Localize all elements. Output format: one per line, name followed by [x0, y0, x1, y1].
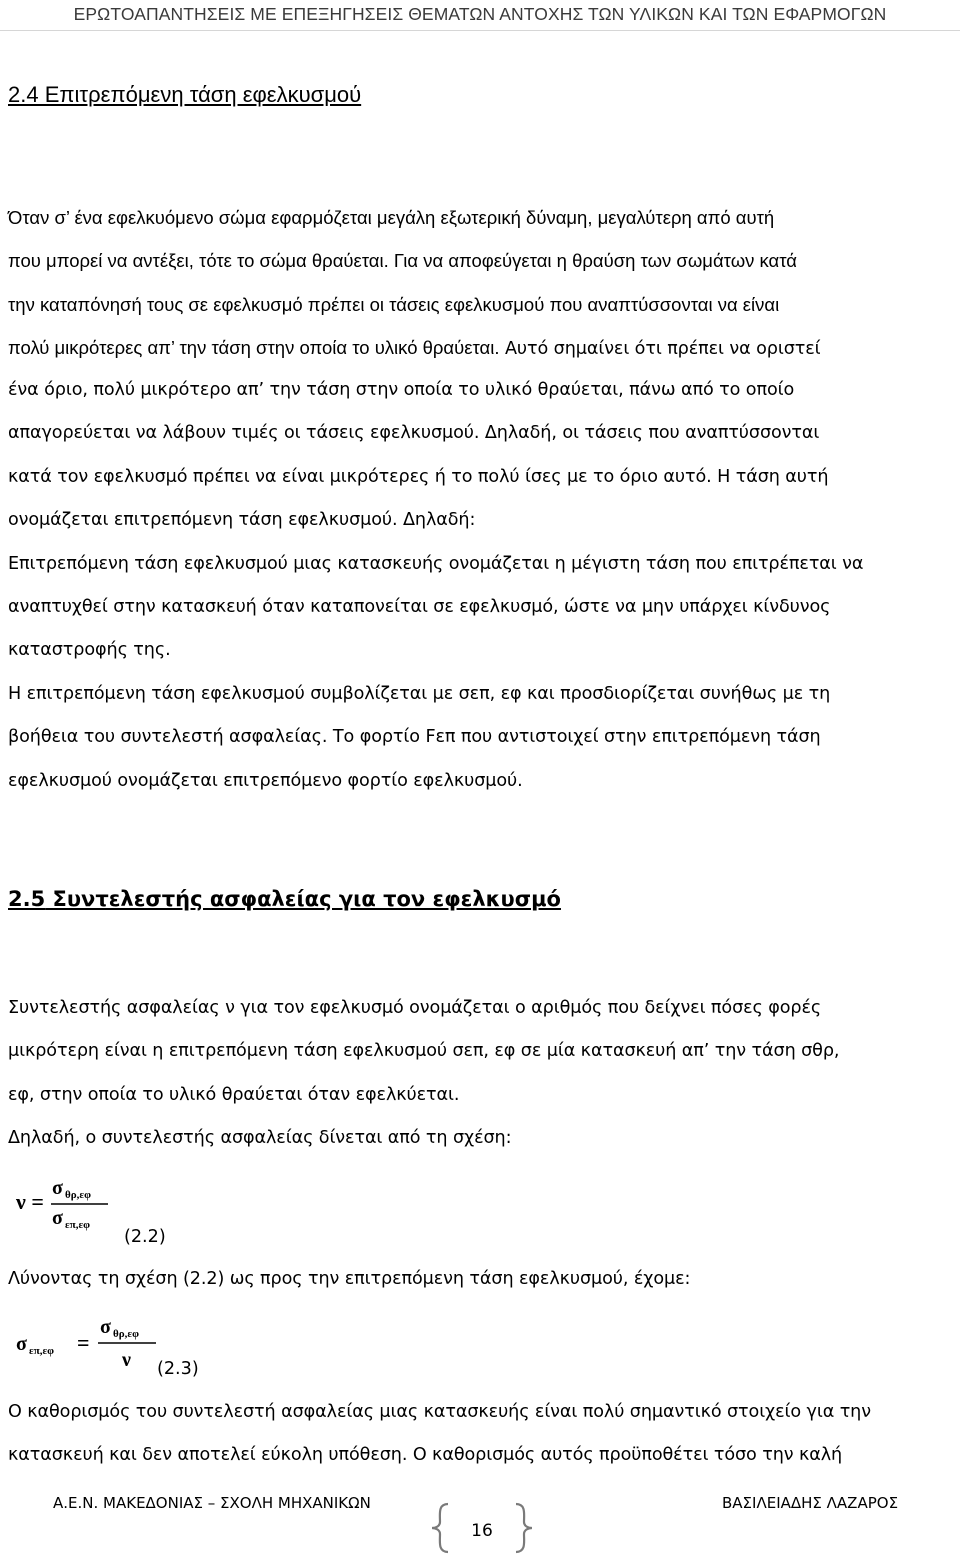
footer-institution: Α.Ε.Ν. ΜΑΚΕΔΟΝΙΑΣ – ΣΧΟΛΗ ΜΗΧΑΝΙΚΩΝ [53, 1494, 371, 1512]
section-2-4-paragraph-b [8, 369, 954, 803]
text-line: Συντελεστής ασφαλείας ν για τον εφελκυσμό ονομάζεται ο αριθμός που δείχνει πόσες φορές [8, 998, 822, 1018]
text-line: εφ, στην οποία το υλικό θραύεται όταν εφελκύεται. [8, 1084, 460, 1105]
section-2-4-heading: 2.4 Επιτρεπόμενη τάση εφελκυσμού [8, 82, 362, 107]
text-line: ένα όριο, πολύ μικρότερο απ’ την τάση στην οποία το υλικό θραύεται, πάνω από το οποίο [8, 380, 795, 400]
text-line: ονομάζεται επιτρεπόμενη τάση εφελκυσμού. Δηλαδή: [8, 510, 476, 531]
text-line: καταστροφής της. [8, 640, 171, 661]
text-run-arial: πολύ μικρότερες απ’ την τάση στην οποία το υλικό θραύεται. [8, 337, 500, 359]
formula-allowable-stress [14, 1312, 164, 1376]
text-line: μικρότερη είναι η επιτρεπόμενη τάση εφελκυσμού σεπ, εφ σε μία κατασκευή απ’ την τάση σθρ, [8, 1041, 840, 1062]
formula-numerator: σ [52, 1177, 63, 1199]
formula-lhs: σ [16, 1333, 27, 1355]
right-brace-icon [512, 1502, 536, 1554]
text-line: απαγορεύεται να λάβουν τιμές οι τάσεις εφελκυσμού. Δηλαδή, οι τάσεις που αναπτύσσονται [8, 423, 820, 444]
text-line: την καταπόνησή τους σε εφελκυσμό πρέπει οι τάσεις εφελκυσμού που αναπτύσσονται να είναι [8, 293, 780, 315]
text-line: Δηλαδή, ο συντελεστής ασφαλείας δίνεται από τη σχέση: [8, 1128, 512, 1149]
heading-text: Συντελεστής ασφαλείας για τον εφελκυσμό [45, 887, 561, 911]
equation-number-2-3: (2.3) [157, 1359, 199, 1379]
formula-denominator: σ [52, 1207, 63, 1229]
solve-line: Λύνοντας τη σχέση (2.2) ως προς την επιτρεπόμενη τάση εφελκυσμού, έχομε: [8, 1269, 691, 1289]
formula-numerator: σ [100, 1316, 111, 1338]
text-line-mixed [8, 326, 954, 371]
formula-denominator-subscript: επ,εφ [65, 1219, 91, 1231]
formula-numerator-subscript: θρ,εφ [113, 1328, 139, 1340]
formula-safety-factor [14, 1176, 114, 1238]
text-line: Όταν σ’ ένα εφελκυόμενο σώμα εφαρμόζεται μεγάλη εξωτερική δύναμη, μεγαλύτερη από αυτή [8, 207, 775, 228]
text-run-body: Αυτό σημαίνει ότι πρέπει να οριστεί [499, 339, 821, 360]
formula-numerator-subscript: θρ,εφ [65, 1189, 91, 1201]
section-2-5-heading [8, 884, 954, 914]
text-line: κατά τον εφελκυσμό πρέπει να είναι μικρότερες ή το πολύ ίσες με το όριο αυτό. Η τάση αυτή [8, 466, 829, 487]
formula-equals: = [77, 1330, 90, 1355]
closing-paragraph [8, 1391, 954, 1478]
section-2-4-paragraph-a [8, 196, 954, 372]
text-line: αναπτυχθεί στην κατασκευή όταν καταπονείται σε εφελκυσμό, ώστε να μην υπάρχει κίνδυνος [8, 597, 831, 618]
section-2-5-paragraph [8, 987, 954, 1161]
text-line: Επιτρεπόμενη τάση εφελκυσμού μιας κατασκευής ονομάζεται η μέγιστη τάση που επιτρέπεται να [8, 553, 864, 574]
heading-number: 2.5 [8, 887, 46, 911]
formula-lhs-subscript: επ,εφ [29, 1345, 55, 1357]
text-line: εφελκυσμού ονομάζεται επιτρεπόμενο φορτίο εφελκυσμού. [8, 770, 523, 791]
formula-denominator: ν [122, 1349, 131, 1371]
text-line: βοήθεια του συντελεστή ασφαλείας. Το φορτίο Fεπ που αντιστοιχεί στην επιτρεπόμενη τάση [8, 727, 821, 748]
formula-lhs: ν = [16, 1189, 44, 1214]
footer-author: ΒΑΣΙΛΕΙΑΔΗΣ ΛΑΖΑΡΟΣ [722, 1494, 899, 1512]
text-line: Η επιτρεπόμενη τάση εφελκυσμού συμβολίζεται με σεπ, εφ και προσδιορίζεται συνήθως με τη [8, 683, 831, 704]
text-line: κατασκευή και δεν αποτελεί εύκολη υπόθεση. Ο καθορισμός αυτός προϋποθέτει τόσο την καλή [8, 1445, 843, 1466]
page-number: 16 [471, 1521, 493, 1541]
equation-number-2-2: (2.2) [124, 1227, 166, 1247]
text-line: Ο καθορισμός του συντελεστή ασφαλείας μιας κατασκευής είναι πολύ σημαντικό στοιχείο για την [8, 1402, 871, 1422]
left-brace-icon [428, 1502, 452, 1554]
text-line: που μπορεί να αντέξει, τότε το σώμα θραύεται. Για να αποφεύγεται η θραύση των σωμάτων κατά [8, 250, 797, 272]
running-header: ΕΡΩΤΟΑΠΑΝΤΗΣΕΙΣ ΜΕ ΕΠΕΞΗΓΗΣΕΙΣ ΘΕΜΑΤΩΝ ΑΝΤΟΧΗΣ ΤΩΝ ΥΛΙΚΩΝ ΚΑΙ ΤΩΝ ΕΦΑΡΜΟΓΩΝ [0, 0, 960, 31]
